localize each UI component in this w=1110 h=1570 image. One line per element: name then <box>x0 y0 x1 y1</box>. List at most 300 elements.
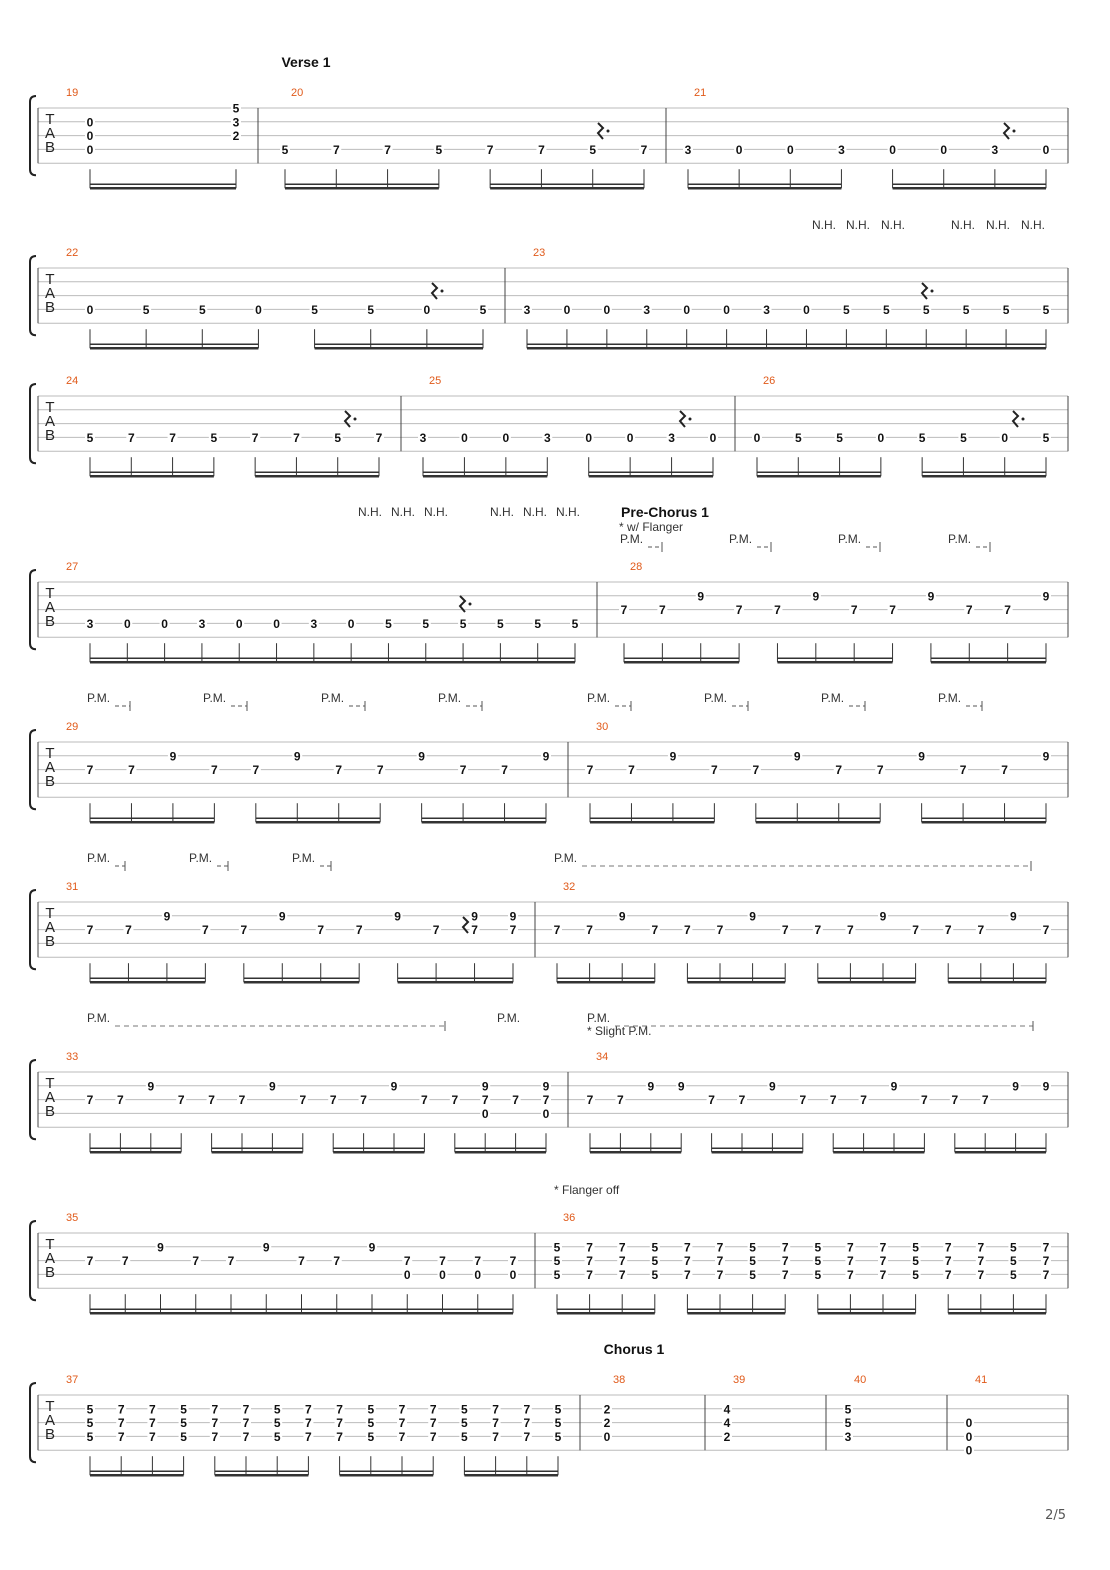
fret-number: 5 <box>367 1402 375 1417</box>
fret-number: 7 <box>876 763 884 778</box>
natural-harmonic-marking: N.H. <box>812 218 836 232</box>
fret-number: 0 <box>585 430 593 445</box>
fret-number: 5 <box>554 1402 562 1417</box>
fret-number: 5 <box>553 1240 561 1255</box>
fret-number: 2 <box>603 1402 611 1417</box>
tab-clef-letter: B <box>44 139 56 156</box>
rest-symbol <box>432 283 437 299</box>
palm-mute-marking: P.M. <box>87 851 111 865</box>
measure-number: 19 <box>66 87 79 99</box>
tab-clef-letter: A <box>44 285 56 302</box>
fret-number: 7 <box>355 923 363 938</box>
fret-number: 9 <box>481 1079 489 1094</box>
fret-number: 5 <box>553 1254 561 1269</box>
fret-number: 9 <box>793 749 801 764</box>
fret-number: 4 <box>723 1416 731 1431</box>
fret-number: 7 <box>847 1267 854 1282</box>
natural-harmonic-marking: N.H. <box>358 505 382 519</box>
fret-number: 3 <box>844 1429 852 1444</box>
measure <box>66 1374 580 1475</box>
system-bracket <box>30 890 36 969</box>
fret-number: 7 <box>336 1429 343 1444</box>
palm-mute-marking: P.M. <box>292 851 316 865</box>
fret-number: 5 <box>86 1402 94 1417</box>
fret-number: 9 <box>927 589 935 604</box>
measure <box>280 87 666 188</box>
fret-number: 0 <box>603 302 611 317</box>
fret-number: 7 <box>659 603 666 618</box>
fret-number: 9 <box>769 1079 776 1094</box>
performance-note: * w/ Flanger <box>619 520 684 534</box>
measure-number: 34 <box>596 1051 609 1063</box>
fret-number: 7 <box>977 1267 985 1282</box>
system-bracket <box>30 384 36 463</box>
fret-number: 7 <box>421 1093 428 1108</box>
tab-system <box>30 1183 1068 1313</box>
fret-number: 5 <box>912 1254 919 1269</box>
fret-number: 7 <box>492 1416 499 1431</box>
tab-system <box>30 1341 1068 1475</box>
fret-number: 5 <box>960 430 967 445</box>
palm-mute-marking: P.M. <box>497 1011 521 1025</box>
fret-number: 3 <box>668 430 675 445</box>
palm-mute-marking: P.M. <box>821 691 845 705</box>
fret-number: 0 <box>563 302 571 317</box>
fret-number: 5 <box>435 142 443 157</box>
rest-dot <box>607 130 610 133</box>
fret-number: 7 <box>335 763 343 778</box>
measure <box>66 87 258 188</box>
natural-harmonic-marking: N.H. <box>881 218 905 232</box>
tab-clef-letter: T <box>45 1236 55 1253</box>
measure <box>66 1212 535 1313</box>
fret-number: 7 <box>128 763 135 778</box>
palm-mute-marking: P.M. <box>704 691 728 705</box>
fret-number: 5 <box>86 1416 94 1431</box>
measure-number: 39 <box>733 1374 746 1386</box>
natural-harmonic-marking: N.H. <box>523 505 547 519</box>
fret-number: 3 <box>643 302 651 317</box>
fret-number: 7 <box>149 1416 156 1431</box>
fret-number: 7 <box>1004 603 1011 618</box>
fret-number: 7 <box>553 923 561 938</box>
fret-number: 0 <box>965 1443 973 1458</box>
fret-number: 9 <box>697 589 705 604</box>
fret-number: 7 <box>211 1402 219 1417</box>
measure-number: 26 <box>763 375 776 387</box>
fret-number: 9 <box>368 1240 376 1255</box>
tab-clef-letter: A <box>44 413 56 430</box>
measure-number: 31 <box>66 881 79 893</box>
fret-number: 5 <box>814 1267 822 1282</box>
fret-number: 7 <box>781 1240 789 1255</box>
fret-number: 5 <box>273 1402 281 1417</box>
fret-number: 7 <box>384 142 391 157</box>
fret-number: 7 <box>829 1093 837 1108</box>
fret-number: 7 <box>959 763 967 778</box>
fret-number: 7 <box>835 763 843 778</box>
palm-mute-marking: * Slight P.M. <box>587 1024 652 1038</box>
fret-number: 7 <box>879 1267 887 1282</box>
fret-number: 7 <box>149 1402 156 1417</box>
fret-number: 7 <box>752 763 760 778</box>
fret-number: 5 <box>962 302 970 317</box>
fret-number: 7 <box>620 603 628 618</box>
fret-number: 7 <box>332 142 340 157</box>
fret-number: 0 <box>509 1267 517 1282</box>
fret-number: 9 <box>269 1079 276 1094</box>
fret-number: 7 <box>211 763 218 778</box>
fret-number: 7 <box>860 1093 867 1108</box>
fret-number: 5 <box>1010 1254 1017 1269</box>
fret-number: 5 <box>180 1416 187 1431</box>
fret-number: 5 <box>749 1267 756 1282</box>
fret-number: 9 <box>1042 589 1050 604</box>
fret-number: 0 <box>161 616 168 631</box>
fret-number: 0 <box>786 142 794 157</box>
fret-number: 7 <box>329 1093 337 1108</box>
fret-number: 5 <box>651 1267 659 1282</box>
fret-number: 5 <box>210 430 218 445</box>
fret-number: 7 <box>847 1254 854 1269</box>
fret-number: 5 <box>1010 1240 1017 1255</box>
fret-number: 5 <box>459 616 467 631</box>
fret-number: 9 <box>262 1240 270 1255</box>
fret-number: 5 <box>461 1429 468 1444</box>
fret-number: 5 <box>882 302 890 317</box>
tab-clef-letter: T <box>45 585 55 602</box>
palm-mute-marking: P.M. <box>189 851 213 865</box>
fret-number: 7 <box>509 1254 517 1269</box>
fret-number: 7 <box>628 763 635 778</box>
tab-clef-letter: T <box>45 1398 55 1415</box>
fret-number: 0 <box>735 142 743 157</box>
measure <box>552 881 1068 982</box>
fret-number: 7 <box>618 1267 626 1282</box>
fret-number: 0 <box>439 1267 446 1282</box>
fret-number: 9 <box>890 1079 898 1094</box>
tab-clef-letter: B <box>44 1426 56 1443</box>
system-bracket <box>30 1060 36 1139</box>
rest-symbol <box>922 283 927 299</box>
fret-number: 3 <box>684 142 692 157</box>
palm-mute-marking: P.M. <box>938 691 962 705</box>
measure <box>66 881 535 982</box>
fret-number: 7 <box>799 1093 807 1108</box>
rest-symbol <box>463 917 468 933</box>
fret-number: 7 <box>850 603 858 618</box>
fret-number: 7 <box>117 1416 125 1431</box>
measure-number: 25 <box>429 375 442 387</box>
fret-number: 7 <box>192 1254 200 1269</box>
fret-number: 7 <box>471 923 478 938</box>
tab-clef-letter: B <box>44 1264 56 1281</box>
fret-number: 7 <box>117 1402 125 1417</box>
tab-clef-letter: B <box>44 773 56 790</box>
fret-number: 7 <box>1042 1240 1050 1255</box>
measure <box>66 561 597 662</box>
palm-mute-marking: P.M. <box>203 691 227 705</box>
fret-number: 0 <box>423 302 431 317</box>
tab-system <box>30 54 1068 188</box>
fret-number: 9 <box>918 749 925 764</box>
measure-number: 24 <box>66 375 79 387</box>
fret-number: 5 <box>912 1267 919 1282</box>
fret-number: 5 <box>422 616 430 631</box>
tab-system <box>30 218 1068 348</box>
rest-dot <box>469 603 472 606</box>
measure-number: 38 <box>613 1374 626 1386</box>
fret-number: 0 <box>877 430 885 445</box>
fret-number: 0 <box>753 430 761 445</box>
tab-clef-letter: B <box>44 1103 56 1120</box>
fret-number: 9 <box>542 749 550 764</box>
tab-clef-letter: A <box>44 125 56 142</box>
rest-symbol <box>345 411 350 427</box>
measure-number: 22 <box>66 247 79 259</box>
fret-number: 7 <box>523 1416 531 1431</box>
fret-number: 7 <box>586 1254 593 1269</box>
palm-mute-marking: P.M. <box>321 691 345 705</box>
fret-number: 2 <box>232 129 240 144</box>
fret-number: 5 <box>836 430 843 445</box>
fret-number: 9 <box>390 1079 398 1094</box>
fret-number: 9 <box>669 749 677 764</box>
fret-number: 7 <box>735 603 743 618</box>
fret-number: 7 <box>586 1093 594 1108</box>
fret-number: 0 <box>965 1416 973 1431</box>
measure <box>66 721 568 822</box>
fret-number: 7 <box>618 1240 626 1255</box>
fret-number: 9 <box>394 909 401 924</box>
section-label: Chorus 1 <box>603 1341 665 1357</box>
fret-number: 7 <box>242 1402 250 1417</box>
fret-number: 7 <box>944 1267 952 1282</box>
fret-number: 0 <box>461 430 468 445</box>
fret-number: 7 <box>716 1267 724 1282</box>
fret-number: 7 <box>293 430 300 445</box>
fret-number: 7 <box>977 923 985 938</box>
fret-number: 5 <box>367 302 375 317</box>
fret-number: 7 <box>459 763 467 778</box>
fret-number: 7 <box>86 923 94 938</box>
measure <box>418 375 735 476</box>
fret-number: 7 <box>977 1240 985 1255</box>
natural-harmonic-marking: N.H. <box>424 505 448 519</box>
fret-number: 2 <box>723 1429 731 1444</box>
fret-number: 0 <box>123 616 131 631</box>
fret-number: 7 <box>944 1240 952 1255</box>
tab-system <box>30 851 1068 982</box>
fret-number: 5 <box>1042 302 1050 317</box>
fret-number: 7 <box>889 603 896 618</box>
measure-number: 40 <box>854 1374 867 1386</box>
fret-number: 5 <box>553 1267 561 1282</box>
fret-number: 9 <box>1012 1079 1019 1094</box>
fret-number: 7 <box>429 1429 437 1444</box>
fret-number: 7 <box>117 1093 124 1108</box>
measure-number: 29 <box>66 721 79 733</box>
measure <box>619 561 1068 662</box>
fret-number: 7 <box>211 1416 219 1431</box>
rest-symbol <box>680 411 685 427</box>
fret-number: 5 <box>86 430 94 445</box>
tab-clef-letter: T <box>45 399 55 416</box>
fret-number: 7 <box>486 142 494 157</box>
fret-number: 7 <box>481 1093 489 1108</box>
fret-number: 7 <box>618 1254 626 1269</box>
fret-number: 7 <box>781 1267 789 1282</box>
fret-number: 9 <box>418 749 425 764</box>
fret-number: 7 <box>242 1416 250 1431</box>
tab-clef-letter: A <box>44 1250 56 1267</box>
fret-number: 5 <box>180 1429 187 1444</box>
fret-number: 5 <box>232 101 240 116</box>
rest-dot <box>441 290 444 293</box>
tab-clef-letter: T <box>45 1075 55 1092</box>
fret-number: 5 <box>814 1254 822 1269</box>
fret-number: 7 <box>711 763 718 778</box>
fret-number: 7 <box>227 1254 235 1269</box>
fret-number: 7 <box>586 1240 593 1255</box>
fret-number: 0 <box>235 616 243 631</box>
fret-number: 7 <box>814 923 822 938</box>
palm-mute-marking: P.M. <box>87 1011 111 1025</box>
fret-number: 5 <box>281 142 289 157</box>
fret-number: 0 <box>86 129 94 144</box>
system-bracket <box>30 256 36 335</box>
fret-number: 7 <box>298 1254 305 1269</box>
fret-number: 7 <box>429 1416 437 1431</box>
fret-number: 7 <box>305 1429 312 1444</box>
measure-number: 20 <box>291 87 304 99</box>
fret-number: 2 <box>603 1416 611 1431</box>
fret-number: 7 <box>977 1254 985 1269</box>
fret-number: 7 <box>1042 1267 1050 1282</box>
fret-number: 0 <box>1001 430 1009 445</box>
fret-number: 5 <box>385 616 392 631</box>
fret-number: 3 <box>419 430 427 445</box>
fret-number: 5 <box>843 302 850 317</box>
fret-number: 7 <box>492 1429 499 1444</box>
fret-number: 0 <box>1042 142 1050 157</box>
fret-number: 7 <box>86 1254 94 1269</box>
fret-number: 7 <box>879 1240 887 1255</box>
fret-number: 7 <box>523 1429 531 1444</box>
fret-number: 7 <box>252 763 260 778</box>
fret-number: 7 <box>781 1254 789 1269</box>
fret-number: 7 <box>202 923 209 938</box>
fret-number: 5 <box>554 1429 562 1444</box>
fret-number: 3 <box>991 142 999 157</box>
tab-system <box>30 504 1068 662</box>
fret-number: 7 <box>251 430 259 445</box>
tab-system <box>30 375 1068 476</box>
measure <box>522 247 1068 348</box>
fret-number: 3 <box>198 616 206 631</box>
fret-number: 7 <box>640 142 648 157</box>
measure-number: 41 <box>975 1374 988 1386</box>
fret-number: 0 <box>603 1429 611 1444</box>
fret-number: 0 <box>626 430 634 445</box>
fret-number: 5 <box>311 302 318 317</box>
fret-number: 7 <box>1042 1254 1050 1269</box>
palm-mute-marking: P.M. <box>438 691 462 705</box>
measure <box>964 1374 1068 1458</box>
fret-number: 5 <box>794 430 802 445</box>
system-bracket <box>30 730 36 809</box>
fret-number: 7 <box>912 923 919 938</box>
fret-number: 3 <box>523 302 531 317</box>
fret-number: 9 <box>542 1079 550 1094</box>
fret-number: 7 <box>944 923 952 938</box>
fret-number: 0 <box>803 302 810 317</box>
fret-number: 7 <box>474 1254 482 1269</box>
fret-number: 7 <box>684 1254 691 1269</box>
fret-number: 7 <box>336 1402 343 1417</box>
fret-number: 9 <box>749 909 756 924</box>
measure <box>602 1374 705 1450</box>
fret-number: 9 <box>509 909 517 924</box>
fret-number: 7 <box>708 1093 715 1108</box>
fret-number: 0 <box>502 430 510 445</box>
fret-number: 9 <box>1042 1079 1050 1094</box>
fret-number: 7 <box>360 1093 367 1108</box>
fret-number: 5 <box>479 302 487 317</box>
rest-dot <box>931 290 934 293</box>
fret-number: 7 <box>238 1093 246 1108</box>
fret-number: 5 <box>367 1416 375 1431</box>
fret-number: 5 <box>589 142 597 157</box>
fret-number: 5 <box>918 430 926 445</box>
fret-number: 9 <box>278 909 286 924</box>
tab-clef-letter: A <box>44 919 56 936</box>
tab-clef-letter: A <box>44 1089 56 1106</box>
fret-number: 5 <box>461 1416 468 1431</box>
fret-number: 0 <box>347 616 355 631</box>
fret-number: 5 <box>749 1240 756 1255</box>
palm-mute-marking: P.M. <box>554 851 578 865</box>
fret-number: 7 <box>333 1254 341 1269</box>
natural-harmonic-marking: N.H. <box>490 505 514 519</box>
measure-number: 21 <box>694 87 707 99</box>
fret-number: 5 <box>844 1416 852 1431</box>
fret-number: 7 <box>86 1093 94 1108</box>
fret-number: 7 <box>651 923 659 938</box>
fret-number: 7 <box>127 430 135 445</box>
rest-symbol <box>1004 123 1009 139</box>
fret-number: 7 <box>439 1254 446 1269</box>
tab-system <box>30 691 1068 822</box>
measure <box>66 247 505 348</box>
fret-number: 7 <box>542 1093 550 1108</box>
fret-number: 7 <box>501 763 508 778</box>
fret-number: 7 <box>432 923 440 938</box>
fret-number: 9 <box>157 1240 164 1255</box>
fret-number: 7 <box>921 1093 928 1108</box>
tab-clef-letter: B <box>44 613 56 630</box>
fret-number: 0 <box>542 1106 550 1121</box>
fret-number: 7 <box>451 1093 459 1108</box>
natural-harmonic-marking: N.H. <box>556 505 580 519</box>
fret-number: 7 <box>211 1429 219 1444</box>
measure <box>843 1374 947 1450</box>
fret-number: 7 <box>299 1093 307 1108</box>
fret-number: 7 <box>121 1254 129 1269</box>
tab-clef-letter: A <box>44 1412 56 1429</box>
fret-number: 5 <box>1002 302 1010 317</box>
measure-number: 36 <box>563 1212 576 1224</box>
